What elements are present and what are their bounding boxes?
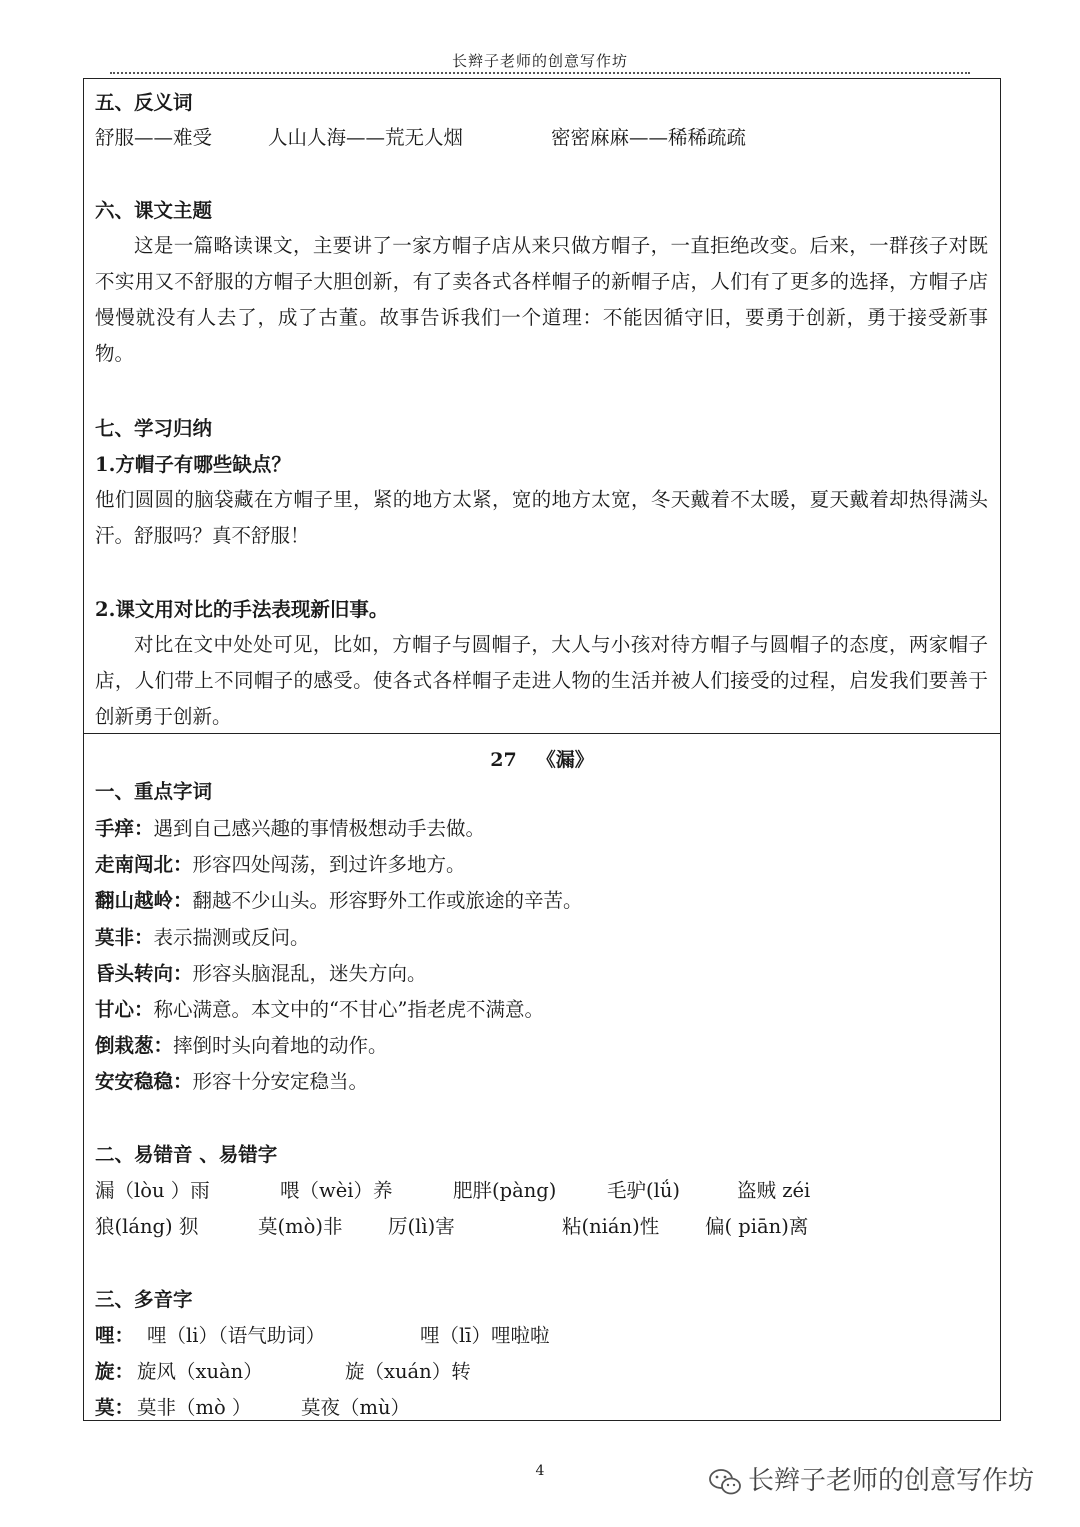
lesson-number: 27: [490, 749, 517, 771]
antonym-pair: 密密麻麻——稀稀疏疏: [551, 126, 747, 149]
poly-char: 哩：: [95, 1324, 135, 1347]
pron-item: 莫(mò)非: [258, 1215, 343, 1238]
poly-char: 旋：: [95, 1360, 135, 1383]
poly-heading: 三、多音字: [95, 1288, 193, 1311]
poly-reading: 莫非（mò ）: [137, 1396, 252, 1419]
vocab-item: [95, 1033, 388, 1059]
wechat-watermark: [708, 1460, 1034, 1497]
vocab-def: 摔倒时头向着地的动作。: [173, 1034, 388, 1057]
watermark-text: 长辫子老师的创意写作坊: [748, 1466, 1035, 1496]
page-number: 4: [535, 1463, 545, 1479]
vocab-item: [95, 961, 427, 987]
antonym-pair: 舒服——难受: [95, 126, 213, 149]
vocab-def: 形容十分安定稳当。: [192, 1070, 369, 1093]
pron-item: 毛驴(lǘ): [607, 1179, 681, 1202]
vocab-def: 称心满意。本文中的“不甘心”指老虎不满意。: [153, 998, 544, 1021]
vocab-def: 遇到自己感兴趣的事情极想动手去做。: [153, 817, 486, 840]
pron-item: 肥胖(pàng): [453, 1179, 557, 1202]
vocab-def: 表示揣测或反问。: [153, 926, 310, 949]
vocab-term: 走南闯北：: [95, 853, 193, 876]
vocab-item: [95, 1069, 368, 1095]
answer-2-text: 对比在文中处处可见，比如，方帽子与圆帽子，大人与小孩对待方帽子与圆帽子的态度，两家帽子店，人们带上不同帽子的感受。使各式各样帽子走进人物的生活并被人们接受的过程，启发我们要善于创新勇于创新。: [95, 633, 988, 728]
theme-paragraph: [95, 228, 988, 372]
theme-text: 这是一篇略读课文，主要讲了一家方帽子店从来只做方帽子，一直拒绝改变。后来，一群孩子对既不实用又不舒服的方帽子大胆创新，有了卖各式各样帽子的新帽子店，人们有了更多的选择，方帽子店慢慢就没有人去了，成了古董。故事告诉我们一个道理：不能因循守旧，要勇于创新，勇于接受新事物。: [95, 234, 988, 365]
vocab-term: 手痒：: [95, 817, 154, 840]
header-title: 长辫子老师的创意写作坊: [451, 52, 628, 70]
vocab-def: 形容四处闯荡，到过许多地方。: [192, 853, 466, 876]
answer-1-text: 他们圆圆的脑袋藏在方帽子里，紧的地方太紧，宽的地方太宽，冬天戴着不太暖，夏天戴着却热得满头汗。舒服吗？真不舒服！: [95, 488, 988, 547]
vocab-item: [95, 888, 583, 914]
vocab-heading: 一、重点字词: [95, 780, 213, 803]
vocab-term: 倒栽葱：: [95, 1034, 174, 1057]
section7-heading: 七、学习归纳: [95, 417, 213, 440]
antonym-pair: 人山人海——荒无人烟: [268, 126, 464, 149]
poly-reading: 哩（li）（语气助词）: [147, 1324, 326, 1347]
section6-heading: 六、课文主题: [95, 199, 213, 222]
vocab-item: [95, 852, 466, 878]
vocab-term: 甘心：: [95, 998, 154, 1021]
answer-1: [95, 482, 988, 554]
poly-reading: 莫夜（mù）: [301, 1396, 411, 1419]
pron-item: 漏（lòu ）雨: [95, 1179, 210, 1202]
lesson-title: [83, 745, 1001, 772]
pron-heading: 二、易错音 、易错字: [95, 1143, 278, 1166]
pron-item: 喂（wèi）养: [280, 1179, 393, 1202]
vocab-term: 翻山越岭：: [95, 889, 193, 912]
lesson-name: 《漏》: [536, 749, 594, 771]
vocab-term: 安安稳稳：: [95, 1070, 193, 1093]
answer-2: [95, 627, 988, 735]
vocab-def: 翻越不少山头。形容野外工作或旅途的辛苦。: [192, 889, 583, 912]
vocab-item: [95, 997, 544, 1023]
poly-reading: 旋（xuán）转: [345, 1360, 471, 1383]
section5-heading: 五、反义词: [95, 91, 193, 114]
pron-item: 偏( piān)离: [705, 1215, 809, 1238]
vocab-term: 莫非：: [95, 926, 154, 949]
wechat-icon: [708, 1468, 742, 1496]
poly-reading: 哩（lī）哩啦啦: [420, 1324, 550, 1347]
question-1: 1.方帽子有哪些缺点？: [95, 453, 291, 476]
poly-reading: 旋风（xuàn）: [137, 1360, 263, 1383]
pron-item: 厉(lì)害: [388, 1215, 455, 1238]
poly-char: 莫：: [95, 1396, 135, 1419]
question-2: 2.课文用对比的手法表现新旧事。: [95, 598, 389, 621]
vocab-term: 昏头转向：: [95, 962, 193, 985]
pron-item: 盗贼 zéi: [737, 1179, 811, 1202]
vocab-def: 形容头脑混乱，迷失方向。: [192, 962, 427, 985]
pron-item: 粘(nián)性: [562, 1215, 660, 1238]
header-rule: [110, 72, 970, 74]
pron-item: 狼(láng) 狈: [95, 1215, 199, 1238]
vocab-item: [95, 816, 485, 842]
vocab-item: [95, 925, 310, 951]
